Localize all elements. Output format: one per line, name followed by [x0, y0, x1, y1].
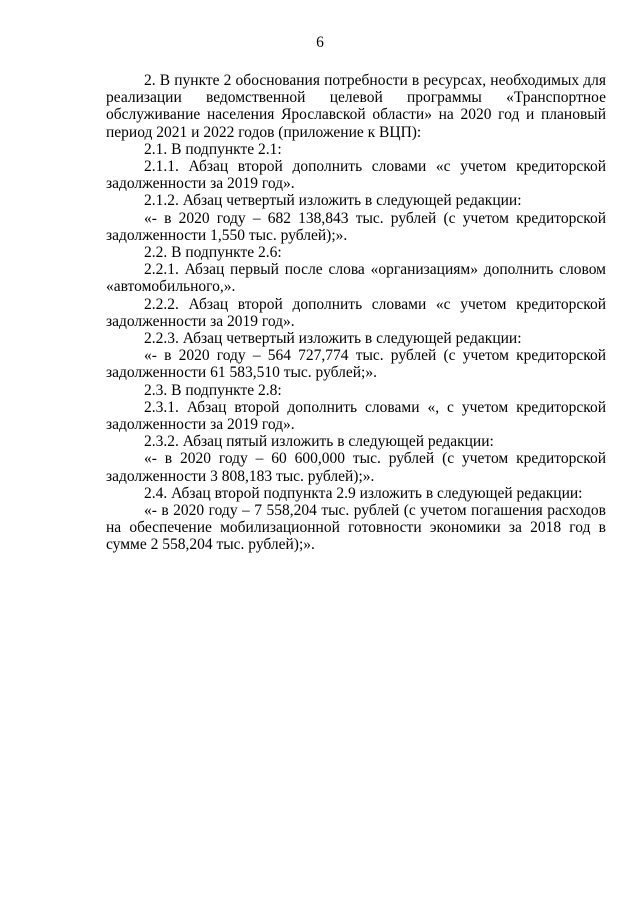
page-number: 6: [316, 34, 324, 51]
paragraph-quote-2-3-2: «- в 2020 году – 60 600,000 тыс. рублей (с учетом кредиторской задолженности 3 808,183 тыс. рублей);».: [106, 450, 606, 485]
paragraph-subitem-2-4: 2.4. Абзац второй подпункта 2.9 изложить в следующей редакции:: [144, 484, 583, 502]
paragraph-subitem-2-3-1: 2.3.1. Абзац второй дополнить словами «, с учетом кредиторской задолженности за 2019 год».: [106, 398, 606, 434]
document-body: [106, 72, 606, 554]
paragraph-quote-2-2-3: «- в 2020 году – 564 727,774 тыс. рублей (с учетом кредиторской задолженности 61 583,510 тыс. рублей;».: [106, 347, 606, 382]
paragraph-quote-2-4: «- в 2020 году – 7 558,204 тыс. рублей (с учетом погашения расходов на обеспечение мобилизационной готовности экономики за 2018 год в сумме 2 558,204 тыс. рублей);».: [106, 502, 606, 554]
paragraph-subitem-2-3-2: 2.3.2. Абзац пятый изложить в следующей редакции:: [144, 433, 494, 451]
paragraph-subitem-2-1-1: 2.1.1. Абзац второй дополнить словами «с учетом кредиторской задолженности за 2019 год».: [106, 158, 606, 193]
paragraph-subitem-2-1-2: 2.1.2. Абзац четвертый изложить в следующей редакции:: [144, 192, 522, 210]
paragraph-subitem-2-2-3: 2.2.3. Абзац четвертый изложить в следующей редакции:: [144, 330, 522, 348]
paragraph-item-2: 2. В пункте 2 обоснования потребности в ресурсах, необходимых для реализации ведомственной целевой программы «Транспортное обслуживание населения Ярославской области» на 2020 год и плановый период 2021 и 2022 годов (приложение к ВЦП):: [106, 72, 606, 141]
paragraph-quote-2-1-2: «- в 2020 году – 682 138,843 тыс. рублей (с учетом кредиторской задолженности 1,550 тыс. рублей);».: [106, 209, 606, 244]
paragraph-subitem-2-1: 2.1. В подпункте 2.1:: [144, 140, 282, 158]
paragraph-subitem-2-3: 2.3. В подпункте 2.8:: [144, 381, 282, 399]
paragraph-subitem-2-2: 2.2. В подпункте 2.6:: [144, 244, 282, 262]
paragraph-subitem-2-2-2: 2.2.2. Абзац второй дополнить словами «с учетом кредиторской задолженности за 2019 год».: [106, 295, 606, 330]
paragraph-subitem-2-2-1: 2.2.1. Абзац первый после слова «организациям» дополнить словом «автомобильного,».: [106, 261, 606, 296]
